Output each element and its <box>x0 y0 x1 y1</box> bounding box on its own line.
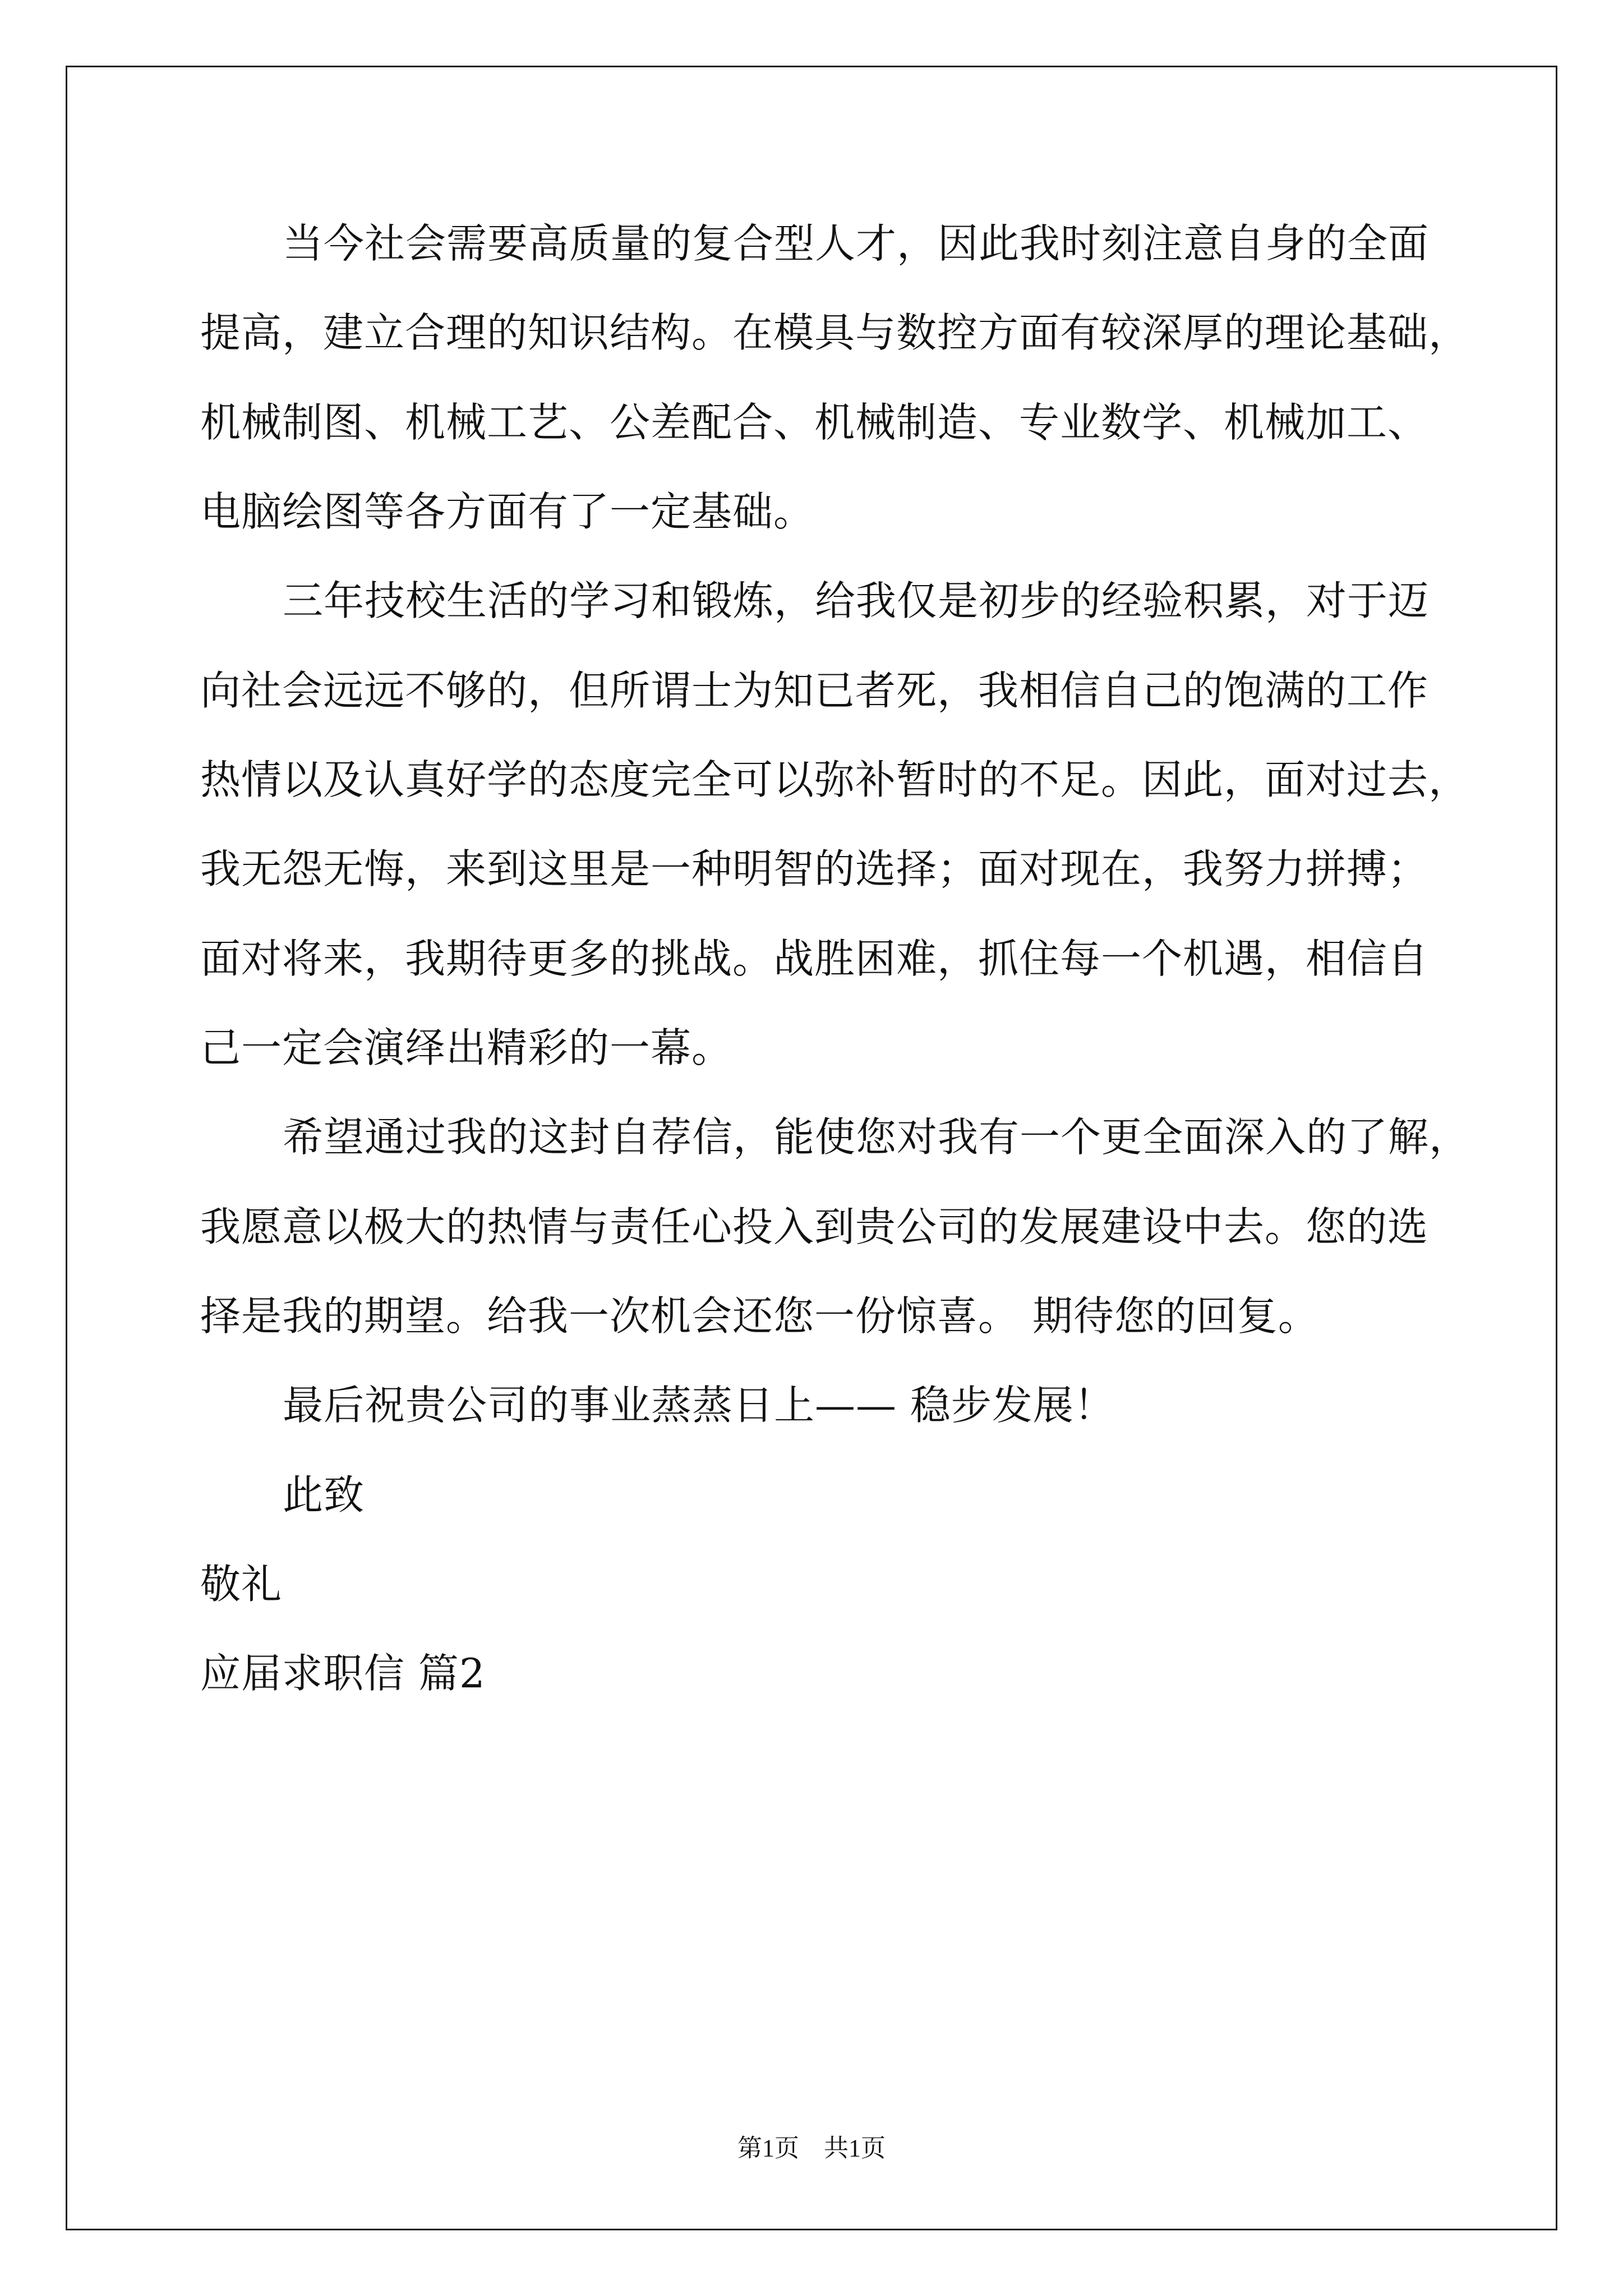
paragraph-3-line-2: 我愿意以极大的热情与责任心投入到贵公司的发展建设中去。您的选 <box>200 1203 1429 1250</box>
paragraph-3-line-3: 择是我的期望。给我一次机会还您一份惊喜。 期待您的回复。 <box>200 1292 1319 1340</box>
section-heading: 应届求职信 篇2 <box>200 1650 486 1697</box>
page-footer: 第1页 共1页 <box>737 2134 886 2162</box>
paragraph-1-line-4: 电脑绘图等各方面有了一定基础。 <box>200 488 815 535</box>
closing-jingli: 敬礼 <box>200 1561 283 1608</box>
closing-wish: 最后祝贵公司的事业蒸蒸日上—— 稳步发展！ <box>283 1382 1115 1429</box>
closing-cizhi: 此致 <box>283 1471 365 1519</box>
paragraph-2-line-1: 三年技校生活的学习和锻炼，给我仅是初步的经验积累，对于迈 <box>283 577 1430 624</box>
paragraph-2-line-5: 面对将来，我期待更多的挑战。战胜困难，抓住每一个机遇，相信自 <box>200 935 1429 982</box>
paragraph-2-line-6: 己一定会演绎出精彩的一幕。 <box>200 1024 733 1071</box>
paragraph-1-line-2: 提高，建立合理的知识结构。在模具与数控方面有较深厚的理论基础， <box>200 309 1470 356</box>
paragraph-1-line-3: 机械制图、机械工艺、公差配合、机械制造、专业数学、机械加工、 <box>200 399 1429 446</box>
paragraph-1-line-1: 当今社会需要高质量的复合型人才，因此我时刻注意自身的全面 <box>283 220 1430 267</box>
paragraph-2-line-4: 我无怨无悔，来到这里是一种明智的选择；面对现在，我努力拼搏； <box>200 845 1429 892</box>
paragraph-2-line-3: 热情以及认真好学的态度完全可以弥补暂时的不足。因此，面对过去， <box>200 756 1470 803</box>
paragraph-3-line-1: 希望通过我的这封自荐信，能使您对我有一个更全面深入的了解， <box>283 1114 1470 1161</box>
paragraph-2-line-2: 向社会远远不够的，但所谓士为知已者死，我相信自己的饱满的工作 <box>200 667 1429 714</box>
